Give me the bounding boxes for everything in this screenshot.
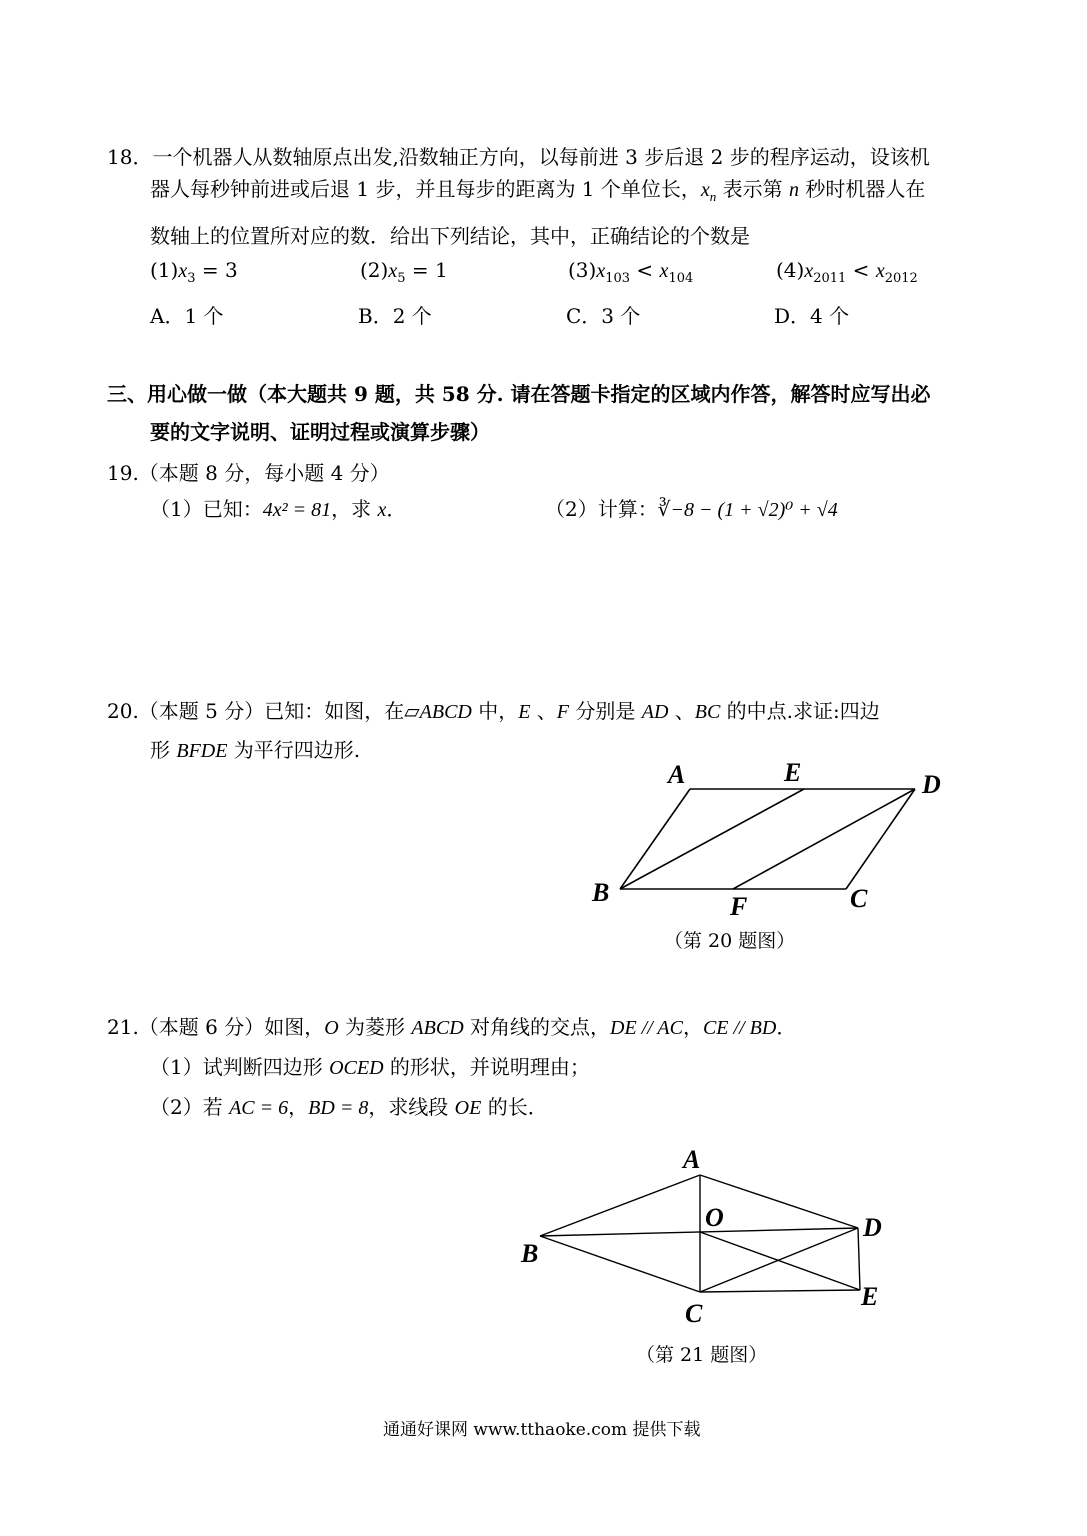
q18-line1 xyxy=(107,143,930,171)
q18-var-x: x xyxy=(700,179,710,201)
edge-bc xyxy=(540,1236,700,1292)
q19-header: 19.（本题 8 分，每小题 4 分） xyxy=(107,461,390,485)
page-footer: 通通好课网 www.tthaoke.com 提供下载 xyxy=(383,1420,701,1440)
q20-figure xyxy=(580,755,960,925)
label-d: D xyxy=(922,770,941,799)
q18-statement-4: $(4)x_{2011} < x_{2012}$ xyxy=(776,258,918,286)
q18-statement-3: $(3)x_{103} < x_{104}$ xyxy=(568,258,694,286)
edge-ab xyxy=(540,1175,700,1236)
edge-dc xyxy=(846,789,915,889)
q18-text-line2a: 器人每秒钟前进或后退 1 步，并且每步的距离为 1 个单位长， xyxy=(150,177,701,201)
edge-ab xyxy=(620,789,690,889)
label-e: E xyxy=(784,758,802,787)
q20-line1: 20.（本题 5 分）已知：如图，在▱ABCD 中，E 、F 分别是 AD 、BC 的中点.求证:四边 xyxy=(107,699,880,723)
q19-part2-expression: ∛−8 − (1 + √2)⁰ + √4 xyxy=(657,499,838,521)
q19-part1: （1）已知：4x² = 81，求 x． xyxy=(150,497,407,521)
q18-text-line2b: 表示第 xyxy=(716,177,789,201)
q21-caption: （第 21 题图） xyxy=(636,1344,768,1366)
q21-part1: （1）试判断四边形 OCED 的形状，并说明理由； xyxy=(150,1055,590,1079)
edge-be xyxy=(620,789,804,889)
label-a: A xyxy=(683,1145,701,1174)
q18-text-line2c: 秒时机器人在 xyxy=(799,177,926,201)
q18-line2 xyxy=(150,175,925,211)
q18-statement-1: $(1)x_3 = 3$ xyxy=(150,258,238,286)
label-o: O xyxy=(705,1203,724,1232)
q21-part2: （2）若 AC = 6，BD = 8，求线段 OE 的长． xyxy=(150,1095,548,1119)
q18-var-n-sub: n xyxy=(709,189,717,204)
label-e: E xyxy=(861,1282,879,1311)
label-b: B xyxy=(592,878,610,907)
q18-choice-d: D．4 个 xyxy=(774,304,850,328)
q18-text-line3: 数轴上的位置所对应的数．给出下列结论，其中，正确结论的个数是 xyxy=(150,224,750,248)
q18-var-n: n xyxy=(789,179,799,201)
q18-choice-a: A．1 个 xyxy=(150,304,224,328)
segment-oe xyxy=(700,1232,860,1290)
q18-line3 xyxy=(150,222,750,250)
diagonal-bd xyxy=(540,1228,858,1236)
q18-text-line1: 一个机器人从数轴原点出发,沿数轴正方向，以每前进 3 步后退 2 步的程序运动，设该机 xyxy=(152,145,930,169)
label-c: C xyxy=(685,1299,703,1328)
edge-fd xyxy=(733,789,915,889)
q21-line1: 21.（本题 6 分）如图，O 为菱形 ABCD 对角线的交点，DE // AC，CE // BD． xyxy=(107,1015,797,1039)
section3-heading-line1: 三、用心做一做（本大题共 9 题，共 58 分. 请在答题卡指定的区域内作答，解答时应写出必 xyxy=(107,382,931,406)
q21-figure xyxy=(515,1140,905,1335)
section3-heading-line2: 要的文字说明、证明过程或演算步骤） xyxy=(150,420,490,444)
label-f: F xyxy=(730,892,748,921)
edge-de xyxy=(858,1228,860,1290)
q20-line2: 形 BFDE 为平行四边形. xyxy=(150,738,361,762)
parallelogram-symbol: ▱ xyxy=(404,699,420,723)
label-d: D xyxy=(863,1213,882,1242)
q20-caption: （第 20 题图） xyxy=(664,930,796,952)
label-c: C xyxy=(850,884,868,913)
label-a: A xyxy=(668,760,686,789)
q18-statement-2: $(2)x_5 = 1$ xyxy=(360,258,448,286)
q19-part2: （2）计算：∛−8 − (1 + √2)⁰ + √4 xyxy=(545,497,838,521)
edge-ce xyxy=(700,1290,860,1292)
q18-number: 18． xyxy=(107,145,153,169)
q18-choice-b: B．2 个 xyxy=(358,304,432,328)
q18-choice-c: C．3 个 xyxy=(566,304,641,328)
label-b: B xyxy=(521,1239,539,1268)
q19-part1-equation: 4x² = 81 xyxy=(262,499,332,521)
